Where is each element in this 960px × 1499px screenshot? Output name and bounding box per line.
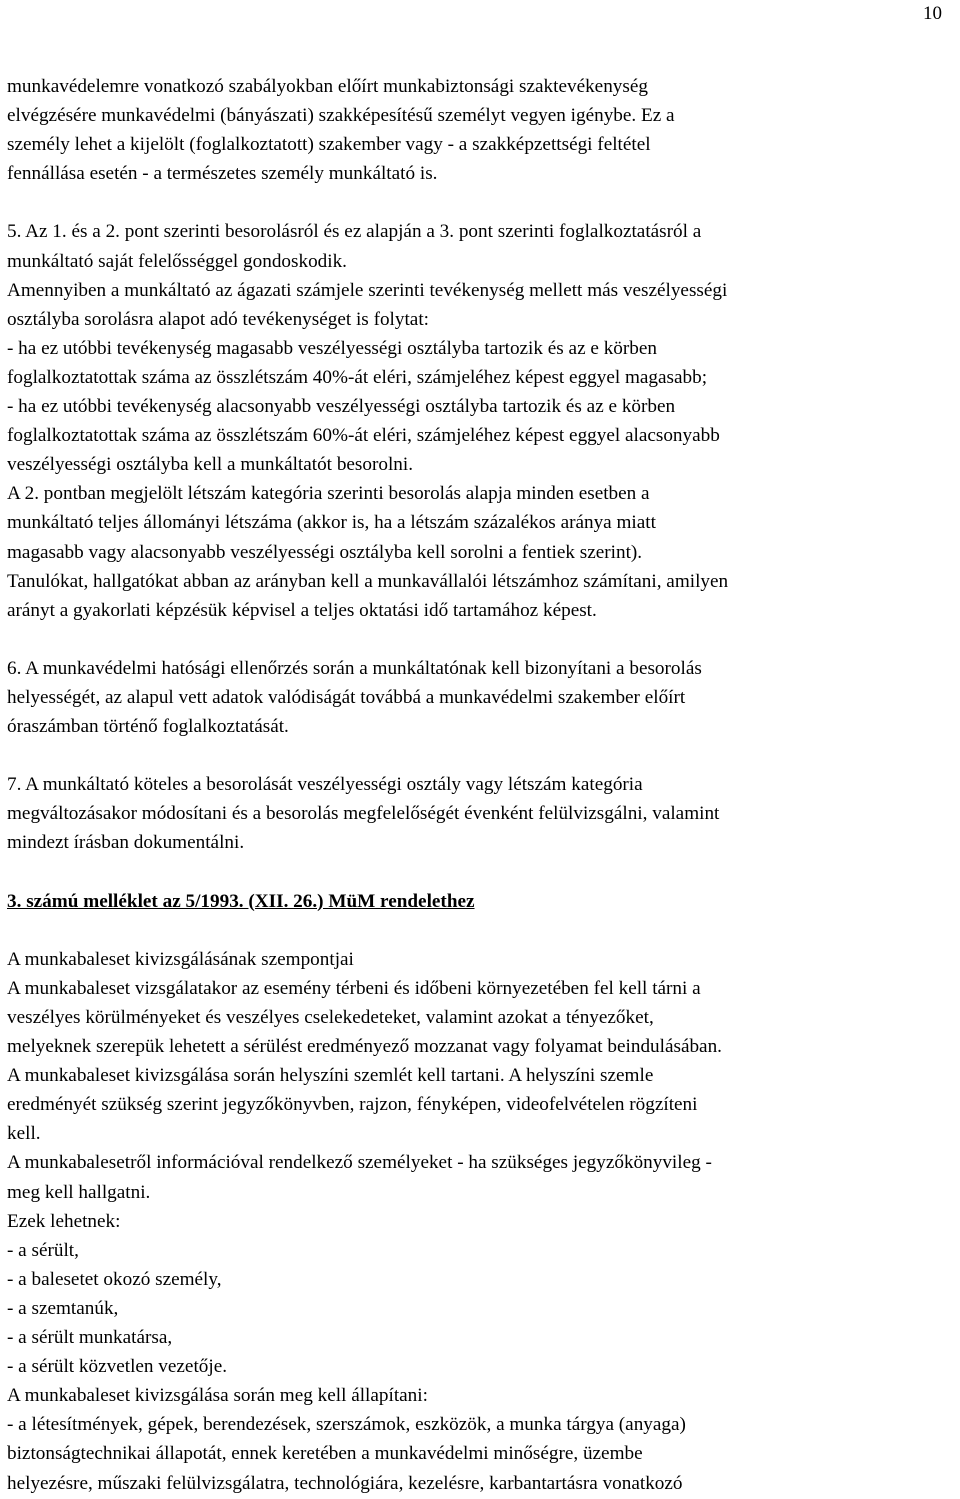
text-line: foglalkoztatottak száma az összlétszám 60%-át eléri, számjeléhez képest eggyel alacsonyabb (7, 425, 720, 447)
text-line: helyességét, az alapul vett adatok valódiságát továbbá a munkavédelmi szakember előírt (7, 686, 686, 708)
text-line: 6. A munkavédelmi hatósági ellenőrzés során a munkáltatónak kell bizonyítani a besorolás (7, 657, 702, 679)
list-item: - a sérült közvetlen vezetője. (7, 1356, 228, 1378)
paragraph-gap (7, 188, 957, 217)
paragraph-gap (7, 916, 957, 945)
text-line: A munkabaleset kivizsgálásának szempontjai (7, 948, 354, 970)
text-line: osztályba sorolásra alapot adó tevékenységet is folytat: (7, 308, 429, 330)
list-item: - a sérült munkatársa, (7, 1327, 173, 1349)
text-line: meg kell hallgatni. (7, 1181, 151, 1203)
text-line: megváltozásakor módosítani és a besorolás megfelelőségét évenként felülvizsgálni, valamint (7, 803, 720, 825)
list-item: - a szemtanúk, (7, 1297, 119, 1319)
document-body (7, 72, 957, 1498)
text-line: - ha ez utóbbi tevékenység alacsonyabb veszélyességi osztályba tartozik és az e körben (7, 396, 676, 418)
text-line: biztonságtechnikai állapotát, ennek keretében a munkavédelmi minőségre, üzembe (7, 1443, 643, 1465)
text-line: munkáltató saját felelősséggel gondoskodik. (7, 250, 347, 272)
paragraph-gap (7, 625, 957, 654)
text-line: A munkabaleset kivizsgálása során meg kell állapítani: (7, 1385, 428, 1407)
text-line: eredményét szükség szerint jegyzőkönyvben, rajzon, fényképen, videofelvételen rögzíteni (7, 1094, 698, 1116)
paragraph-gap (7, 858, 957, 887)
text-line: 5. Az 1. és a 2. pont szerinti besorolásról és ez alapján a 3. pont szerinti foglalkoztatásról a (7, 221, 702, 243)
text-line: kell. (7, 1123, 41, 1145)
text-line: elvégzésére munkavédelmi (bányászati) szakképesítésű személyt vegyen igénybe. Ez a (7, 105, 675, 127)
list-item: - a balesetet okozó személy, (7, 1268, 222, 1290)
text-line: személy lehet a kijelölt (foglalkoztatott) szakember vagy - a szakképzettségi feltétel (7, 134, 651, 156)
paragraph-point-7 (7, 770, 957, 857)
text-line: foglalkoztatottak száma az összlétszám 40%-át eléri, számjeléhez képest eggyel magasabb; (7, 366, 708, 388)
list-item: - a sérült, (7, 1239, 79, 1261)
text-line: magasabb vagy alacsonyabb veszélyességi osztályba kell sorolni a fentiek szerint). (7, 541, 643, 563)
text-line: mindezt írásban dokumentálni. (7, 832, 245, 854)
text-line: A munkabaleset kivizsgálása során helyszíni szemlét kell tartani. A helyszíni szemle (7, 1065, 654, 1087)
text-line: munkavédelemre vonatkozó szabályokban előírt munkabiztonsági szaktevékenység (7, 76, 648, 97)
paragraph-point-6 (7, 654, 957, 741)
section-heading: 3. számú melléklet az 5/1993. (XII. 26.) MüM rendelethez (7, 890, 475, 912)
paragraph-gap (7, 741, 957, 770)
list-item: - a létesítmények, gépek, berendezések, szerszámok, eszközök, a munka tárgya (anyaga) (7, 1414, 686, 1436)
paragraph-point-5 (7, 217, 957, 624)
text-line: Tanulókat, hallgatókat abban az arányban kell a munkavállalói létszámhoz számítani, amilyen (7, 570, 729, 592)
text-line: veszélyességi osztályba kell a munkáltatót besorolni. (7, 454, 414, 476)
text-line: helyezésre, műszaki felülvizsgálatra, technológiára, kezelésre, karbantartásra vonatkozó (7, 1472, 683, 1494)
text-line: Ezek lehetnek: (7, 1210, 121, 1232)
page-number: 10 (923, 3, 942, 24)
text-line: arányt a gyakorlati képzésük képvisel a teljes oktatási idő tartamához képest. (7, 599, 597, 621)
section-heading-annex-3 (7, 887, 957, 916)
text-line: óraszámban történő foglalkoztatását. (7, 716, 289, 738)
text-line: melyeknek szerepük lehetett a sérülést eredményező mozzanat vagy folyamat beindulásában. (7, 1036, 722, 1058)
text-line: Amennyiben a munkáltató az ágazati számjele szerinti tevékenység mellett más veszélyességi (7, 279, 728, 301)
text-line: A munkabalesetről információval rendelkező személyeket - ha szükséges jegyzőkönyvileg - (7, 1152, 712, 1174)
text-line: A munkabaleset vizsgálatakor az esemény térbeni és időbeni környezetében fel kell tárni a (7, 977, 701, 999)
text-line: - ha ez utóbbi tevékenység magasabb veszélyességi osztályba tartozik és az e körben (7, 337, 657, 359)
text-line: munkáltató teljes állományi létszáma (akkor is, ha a létszám százalékos aránya miatt (7, 512, 656, 534)
text-line: veszélyes körülményeket és veszélyes cselekedeteket, valamint azokat a tényezőket, (7, 1007, 654, 1028)
paragraph-intro (7, 72, 957, 188)
paragraph-accident-investigation (7, 945, 957, 1498)
text-line: fennállása esetén - a természetes személy munkáltató is. (7, 163, 438, 185)
text-line: A 2. pontban megjelölt létszám kategória szerinti besorolás alapja minden esetben a (7, 483, 650, 505)
text-line: 7. A munkáltató köteles a besorolását veszélyességi osztály vagy létszám kategória (7, 774, 643, 796)
